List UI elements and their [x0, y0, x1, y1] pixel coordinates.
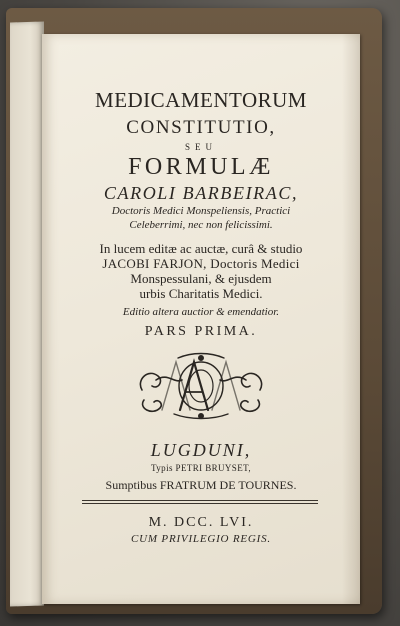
title-line-3: SEU	[184, 142, 217, 152]
editor-line-2: JACOBI FARJON, Doctoris Medici	[102, 256, 300, 271]
title-page	[42, 34, 360, 604]
imprint-city: LUGDUNI,	[150, 440, 252, 460]
divider-rule-bottom	[82, 503, 318, 504]
edition-statement: Editio altera auctior & emendatior.	[122, 306, 280, 318]
editor-line-3: Monspessulani, & ejusdem	[130, 271, 272, 286]
title-line-1: MEDICAMENTORUM	[95, 88, 307, 112]
author-description-line-2: Celeberrimi, nec non felicissimi.	[129, 219, 273, 231]
editor-line-1: In lucem editæ ac auctæ, curâ & studio	[99, 241, 303, 256]
editor-line-4: urbis Charitatis Medici.	[139, 286, 263, 301]
title-line-4: FORMULÆ	[128, 154, 274, 180]
imprint-year: M. DCC. LVI.	[148, 515, 254, 530]
author-description-line-1: Doctoris Medici Monspeliensis, Practici	[111, 205, 291, 217]
monogram-ornament-icon	[134, 350, 268, 422]
page-edge	[10, 22, 44, 607]
title-line-2: CONSTITUTIO,	[126, 117, 276, 138]
author-name: CAROLI BARBEIRAC,	[103, 183, 299, 203]
imprint-publisher: Sumptibus FRATRUM DE TOURNES.	[105, 478, 297, 492]
page-fold-shadow	[342, 34, 360, 604]
divider-rule-top	[82, 500, 318, 501]
imprint-printer: Typis PETRI BRUYSET,	[151, 463, 251, 473]
privilege-statement: CUM PRIVILEGIO REGIS.	[131, 533, 271, 545]
part-label: PARS PRIMA.	[144, 324, 258, 339]
